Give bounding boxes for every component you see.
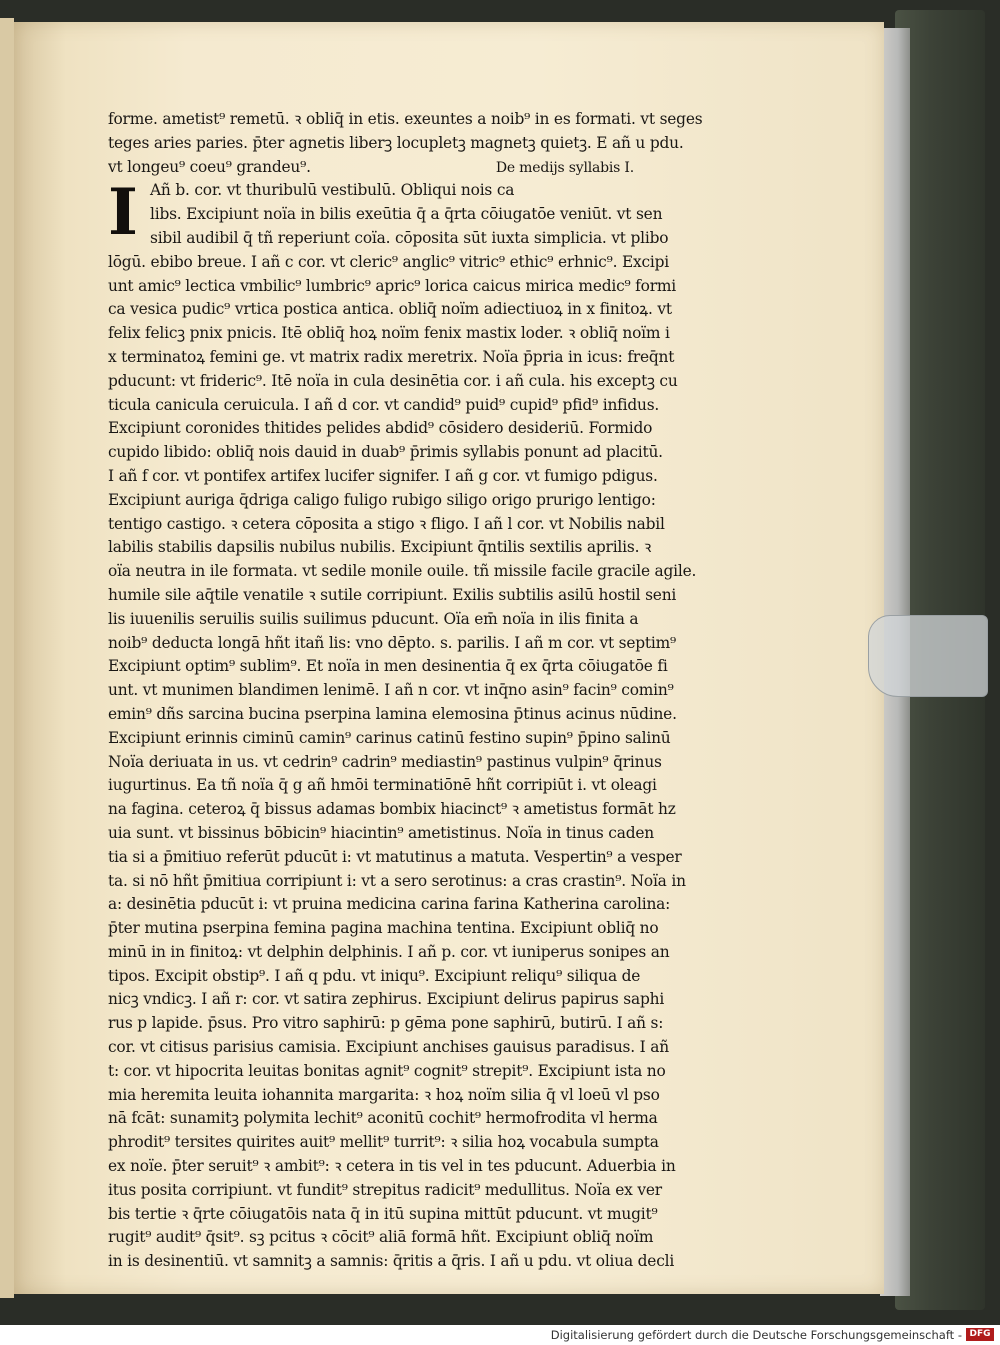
text-line: felix felicꝫ pnix pnicis. Itē obliq̄ hoꝝ noïm fenix mastix loder. ꝛ obliq̄ noïm i [108,324,670,343]
page-clip [868,615,988,697]
text-line: bis tertie ꝛ q̄rte cōiugatōis nata q̄ in itū supina mittūt pducunt. vt mugit⁹ [108,1204,658,1223]
text-line: in is desinentiū. vt samnitꝫ a samnis: q̄ritis a q̄ris. I añ u pdu. vt oliua decli [108,1252,675,1271]
section-heading: De medijs syllabis I. [495,159,634,176]
footer-bar [0,1325,1000,1345]
binding-strip [0,18,14,1298]
text-line: oïa neutra in ile formata. vt sedile monile ouile. tñ missile facile gracile agile. [108,562,697,581]
text-line: iugurtinus. Ea tñ noïa q̄ g añ hmōi terminatiōnē hñt corripiūt i. vt oleagi [108,776,657,795]
text-line: na fagina. ceteroꝝ q̄ bissus adamas bombix hiacinct⁹ ꝛ ametistus formāt hz [108,800,676,819]
text-line: Excipiunt optim⁹ sublim⁹. Et noïa in men desinentia q̄ ex q̄rta cōiugatōe fi [108,657,668,676]
text-line: itus posita corripiunt. vt fundit⁹ strepitus radicit⁹ medullitus. Noïa ex ver [108,1180,662,1199]
text-line: Noïa deriuata in us. vt cedrin⁹ cadrin⁹ mediastin⁹ pastinus vulpin⁹ q̄rinus [108,752,662,771]
text-line: nā fcāt: sunamitꝫ polymita lechit⁹ aconitū cochit⁹ hermofrodita vl herma [108,1109,658,1128]
text-line: a: desinētia pducūt i: vt pruina medicina carina farina Katherina carolina: [108,895,671,914]
text-line: ta. si nō hñt p̄mitiua corripiunt i: vt a sero serotinus: a cras crastin⁹. Noïa in [108,871,686,890]
text-line: tipos. Excipit obstip⁹. I añ q pdu. vt iniqu⁹. Excipiunt reliqu⁹ siliqua de [108,966,641,985]
text-line: emin⁹ dñs sarcina bucina pserpina lamina elemosina p̄tinus acinus nūdine. [108,704,677,723]
text-line: forme. ametist⁹ remetū. ꝛ obliq̄ in etis. exeuntes a noib⁹ in es formati. vt seges [108,110,703,128]
text-line: cupido libido: obliq̄ nois dauid in duab⁹ p̄rimis syllabis ponunt ad placitū. [108,443,663,462]
text-line: ca vesica pudic⁹ vrtica postica antica. obliq̄ noïm adiectiuoꝝ in x finitoꝝ. vt [108,300,672,319]
text-line: tentigo castigo. ꝛ cetera cōposita a stigo ꝛ fligo. I añ l cor. vt Nobilis nabil [108,514,665,533]
page-text [108,108,772,1274]
text-line: tia si a p̄mitiuo referūt pducūt i: vt matutinus a matuta. Vespertin⁹ a vesper [108,847,682,866]
text-line: teges aries paries. p̄ter agnetis liberꝫ locupletꝫ magnetꝫ quietꝫ. E añ u pdu. [108,133,684,152]
text-line: labilis stabilis dapsilis nubilus nubilis. Excipiunt q̄ntilis sextilis aprilis. ꝛ [108,538,652,557]
text-line: ex noïe. p̄ter seruit⁹ ꝛ ambit⁹: ꝛ cetera in tis vel in tes pducunt. Aduerbia in [108,1157,676,1176]
text-line: Añ b. cor. vt thuribulū vestibulū. Obliqui nois ca [150,181,515,200]
text-line: t: cor. vt hipocrita leuitas bonitas agnit⁹ cognit⁹ strepit⁹. Excipiunt ista no [108,1061,666,1080]
text-line: unt amic⁹ lectica vmbilic⁹ lumbric⁹ apric⁹ lorica caicus mirica medic⁹ formi [108,276,677,295]
text-line: pducunt: vt frideric⁹. Itē noïa in cula desinētia cor. i añ cula. his exceptꝫ cu [108,371,678,390]
text-line: Excipiunt auriga q̄driga caligo fuligo rubigo siligo origo prurigo lentigo: [108,490,656,509]
text-line: lōgū. ebibo breue. I añ c cor. vt cleric⁹ anglic⁹ vitric⁹ ethic⁹ erhnic⁹. Excipi [108,252,669,271]
text-line: humile sile aq̄tile venatile ꝛ sutile corripiunt. Exilis subtilis asilū hostil seni [108,585,677,604]
text-line: lis iuuenilis seruilis suilis suilimus pducunt. Oïa em̄ noïa in ilis finita a [108,609,639,628]
text-line: rugit⁹ audit⁹ q̄sit⁹. sꝫ pcitus ꝛ cōcit⁹ aliā formā hñt. Excipiunt obliq̄ noïm [108,1228,654,1247]
text-line: x terminatoꝝ femini ge. vt matrix radix meretrix. Noïa p̄pria in icus: freq̄nt [108,347,675,366]
dfg-logo: DFG [966,1328,994,1341]
text-line: p̄ter mutina pserpina femina pagina machina tentina. Excipiunt obliq̄ no [108,919,659,938]
drop-cap-initial: I [108,175,138,250]
text-line: noib⁹ deducta longā hñt itañ lis: vno dēpto. s. parilis. I añ m cor. vt septim⁹ [108,633,676,652]
text-line: libs. Excipiunt noïa in bilis exeūtia q̄ a q̄rta cōiugatōe veniūt. vt sen [150,205,663,224]
funding-credit: Digitalisierung gefördert durch die Deutsche Forschungsgemeinschaft - [550,1328,962,1342]
text-line: mia heremita leuita iohannita margarita: ꝛ hoꝝ noïm silia q̄ vl loeū vl pso [108,1085,660,1104]
text-line: vt longeu⁹ coeu⁹ grandeu⁹. De medijs syllabis I. [108,157,634,176]
text-line: I añ f cor. vt pontifex artifex lucifer signifer. I añ g cor. vt fumigo pdigus. [108,466,658,485]
text-line: minū in in finitoꝝ: vt delphin delphinis. I añ p. cor. vt iuniperus sonipes an [108,942,670,961]
text-line: Excipiunt coronides thitides pelides abdid⁹ cōsidero desideriū. Formido [108,419,653,438]
text-line: Excipiunt erinnis ciminū camin⁹ carinus catinū festino supin⁹ p̄pino salinū [108,728,671,747]
text-line: sibil audibil q̄ tñ reperiunt coïa. cōposita sūt iuxta simplicia. vt plibo [150,228,669,247]
text-line: uia sunt. vt bissinus bōbicin⁹ hiacintin⁹ ametistinus. Noïa in tinus caden [108,823,654,842]
text-line: rus p lapide. p̄sus. Pro vitro saphirū: p gēma pone saphirū, butirū. I añ s: [108,1014,664,1033]
text-line: cor. vt citisus parisius camisia. Excipiunt anchises gauisus paradisus. I añ [108,1038,669,1057]
text-line: ticula canicula ceruicula. I añ d cor. vt candid⁹ puid⁹ cupid⁹ pfid⁹ infidus. [108,395,660,414]
text-line: unt. vt munimen blandimen lenimē. I añ n cor. vt inq̄no asin⁹ facin⁹ comin⁹ [108,681,674,700]
text-line: nicꝫ vndicꝫ. I añ r: cor. vt satira zephirus. Excipiunt delirus papirus saphi [108,990,665,1009]
text-line: phrodit⁹ tersites quirites auit⁹ mellit⁹ turrit⁹: ꝛ silia hoꝝ vocabula sumpta [108,1133,659,1152]
